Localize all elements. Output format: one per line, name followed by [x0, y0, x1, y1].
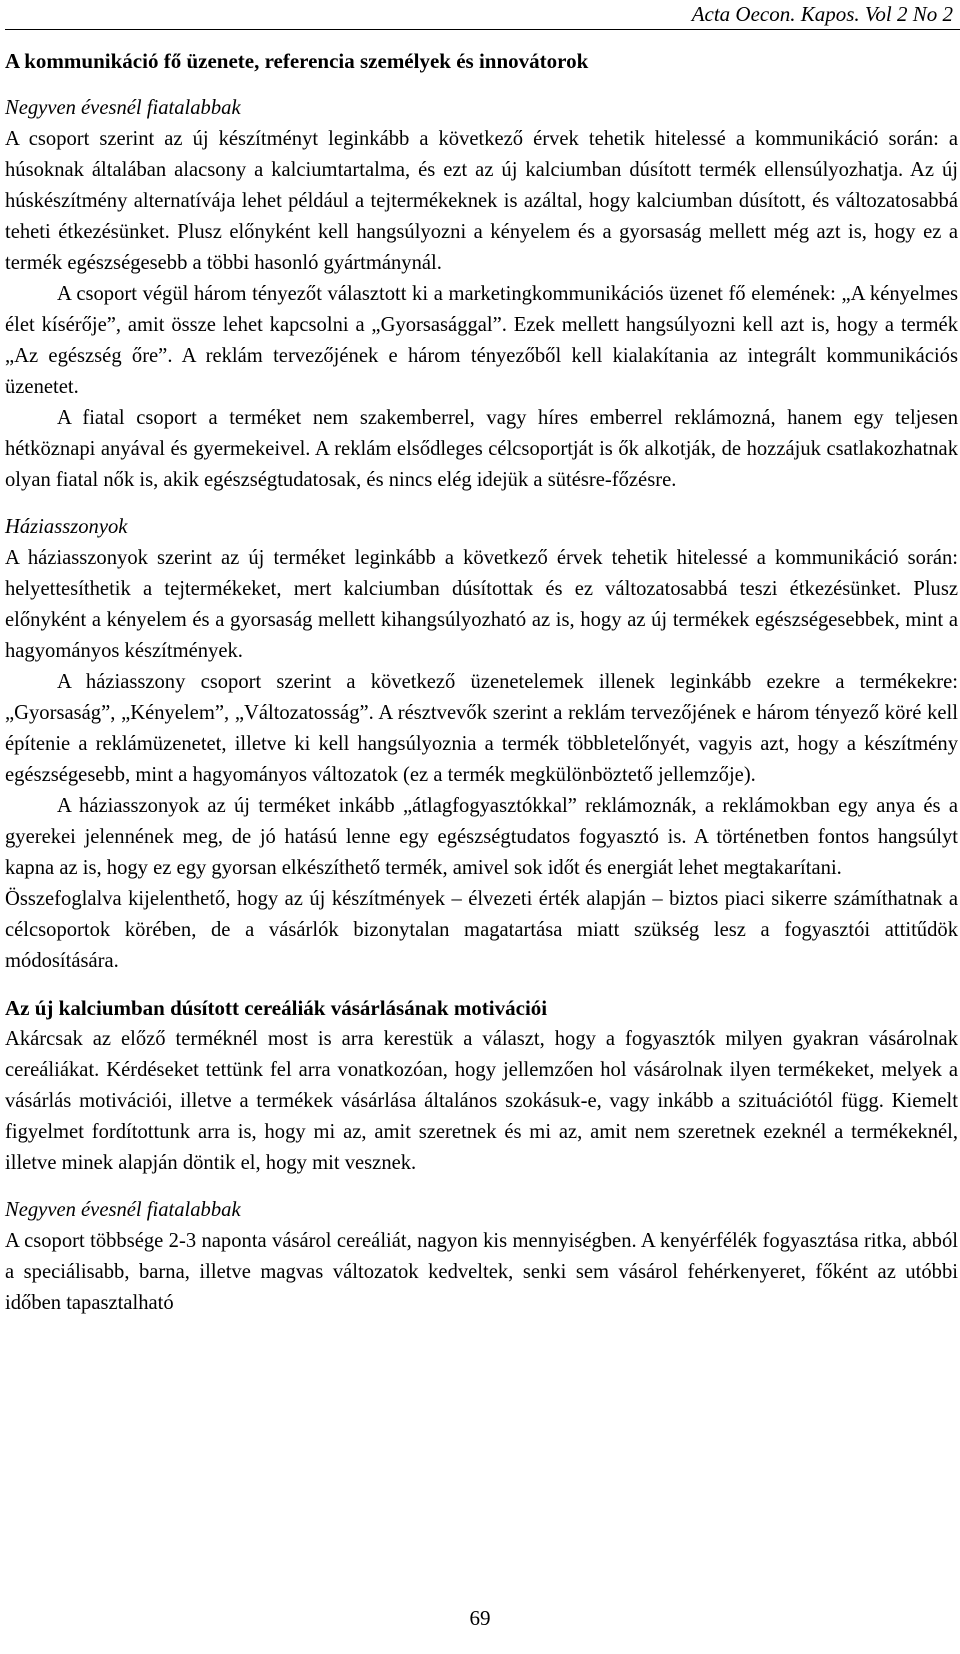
- subsection-heading: Háziasszonyok: [5, 516, 128, 538]
- paragraph: A csoport végül három tényezőt választott ki a marketingkommunikációs üzenet fő elemének: „A kényelmes élet kísérője”, amit össze lehet kapcsolni a „Gyorsasággal”. Ezek mellett hangsúlyozni kell azt is, hogy a termék „Az egészség őre”. A reklám tervezőjének e három tényezőből kell kialakítania az integrált kommunikációs üzenetet.: [5, 283, 958, 398]
- paragraph: A háziasszony csoport szerint a következő üzenetelemek illenek leginkább ezekre a termékekre: „Gyorsaság”, „Kényelem”, „Változatosság”. A résztvevők szerint a reklám tervezőjének e három tényező köré kell építenie a reklámüzenetet, illetve ki kell hangsúlyoznia a termék többletelőnyét, vagyis azt, hogy a készítmény egészségesebb, mint a hagyományos változatok (ez a termék megkülönböztető jellemzője).: [5, 671, 958, 786]
- paragraph: A csoport szerint az új készítményt leginkább a következő érvek tehetik hitelessé a kommunikáció során: a húsoknak általában alacsony a kalciumtartalma, és ezt az új kalciumban dúsított termék ellensúlyozhatja. Az új húskészítmény alternatívája lehet például a tejtermékeknek is azáltal, hogy kalciumban dúsított, és változatosabbá teheti étkezésünket. Plusz előnyként kell hangsúlyozni a kényelem és a gyorsaság mellett még azt is, hogy ez a termék egészségesebb a többi hasonló gyártmánynál.: [5, 128, 958, 274]
- paragraph: A fiatal csoport a terméket nem szakemberrel, vagy híres emberrel reklámozná, hanem egy teljesen hétköznapi anyával és gyermekeivel. A reklám elsődleges célcsoportját is ők alkotják, de hozzájuk csatlakozhatnak olyan fiatal nők is, akik egészségtudatosak, és nincs elég idejük a sütésre-főzésre.: [5, 407, 958, 491]
- subsection-heading: Negyven évesnél fiatalabbak: [5, 97, 241, 119]
- paragraph: Akárcsak az előző terméknél most is arra kerestük a választ, hogy a fogyasztók milyen gyakran vásárolnak cereáliákat. Kérdéseket tettünk fel arra vonatkozóan, hogy jellemzően hol vásárolnak ilyen termékeket, melyek a vásárlás motivációi, illetve a termékek vásárlása általános szokásuk-e, vagy inkább a szituációtól függ. Kiemelt figyelmet fordítottunk arra is, hogy mi az, amit szeretnek és mi az, amit nem szeretnek ezeknél a termékeknél, illetve minek alapján döntik el, hogy mit vesznek.: [5, 1028, 958, 1174]
- paragraph: Összefoglalva kijelenthető, hogy az új készítmények – élvezeti érték alapján – biztos piaci sikerre számíthatnak a célcsoportok körében, de a vásárlók bizonytalan magatartása miatt szükség lesz a fogyasztói attitűdök módosítására.: [5, 888, 958, 972]
- paragraph: A háziasszonyok az új terméket inkább „átlagfogyasztókkal” reklámoznák, a reklámokban egy anya és a gyerekei jelennének meg, de jó hatású lenne egy egészségtudatos fogyasztó is. A történetben fontos hangsúlyt kapna az is, hogy ez egy gyorsan elkészíthető termék, amivel sok időt és energiát lehet megtakarítani.: [5, 795, 958, 879]
- running-head: Acta Oecon. Kapos. Vol 2 No 2: [691, 2, 953, 26]
- paragraph: A csoport többsége 2-3 naponta vásárol cereáliát, nagyon kis mennyiségben. A kenyérfélék fogyasztása ritka, abból a speciálisabb, barna, illetve magvas változatok kedveltek, senki sem vásárol fehérkenyeret, főként az utóbbi időben tapasztalható: [5, 1230, 958, 1314]
- section-title: A kommunikáció fő üzenete, referencia személyek és innovátorok: [5, 49, 589, 73]
- subsection-heading: Negyven évesnél fiatalabbak: [5, 1199, 241, 1221]
- page-number: 69: [469, 1606, 491, 1630]
- header-rule: [5, 29, 960, 30]
- page: [5, 0, 958, 1319]
- section-title: Az új kalciumban dúsított cereáliák vásárlásának motivációi: [5, 996, 548, 1020]
- paragraph: A háziasszonyok szerint az új terméket leginkább a következő érvek tehetik hitelessé a kommunikáció során: helyettesíthetik a tejtermékeket, mert kalciumban dúsítottak és ez változatosabbá teszi étkezésünket. Plusz előnyként a kényelem és a gyorsaság mellett kihangsúlyozható az is, hogy az új termékek egészségesebbek, mint a hagyományos készítmények.: [5, 547, 958, 662]
